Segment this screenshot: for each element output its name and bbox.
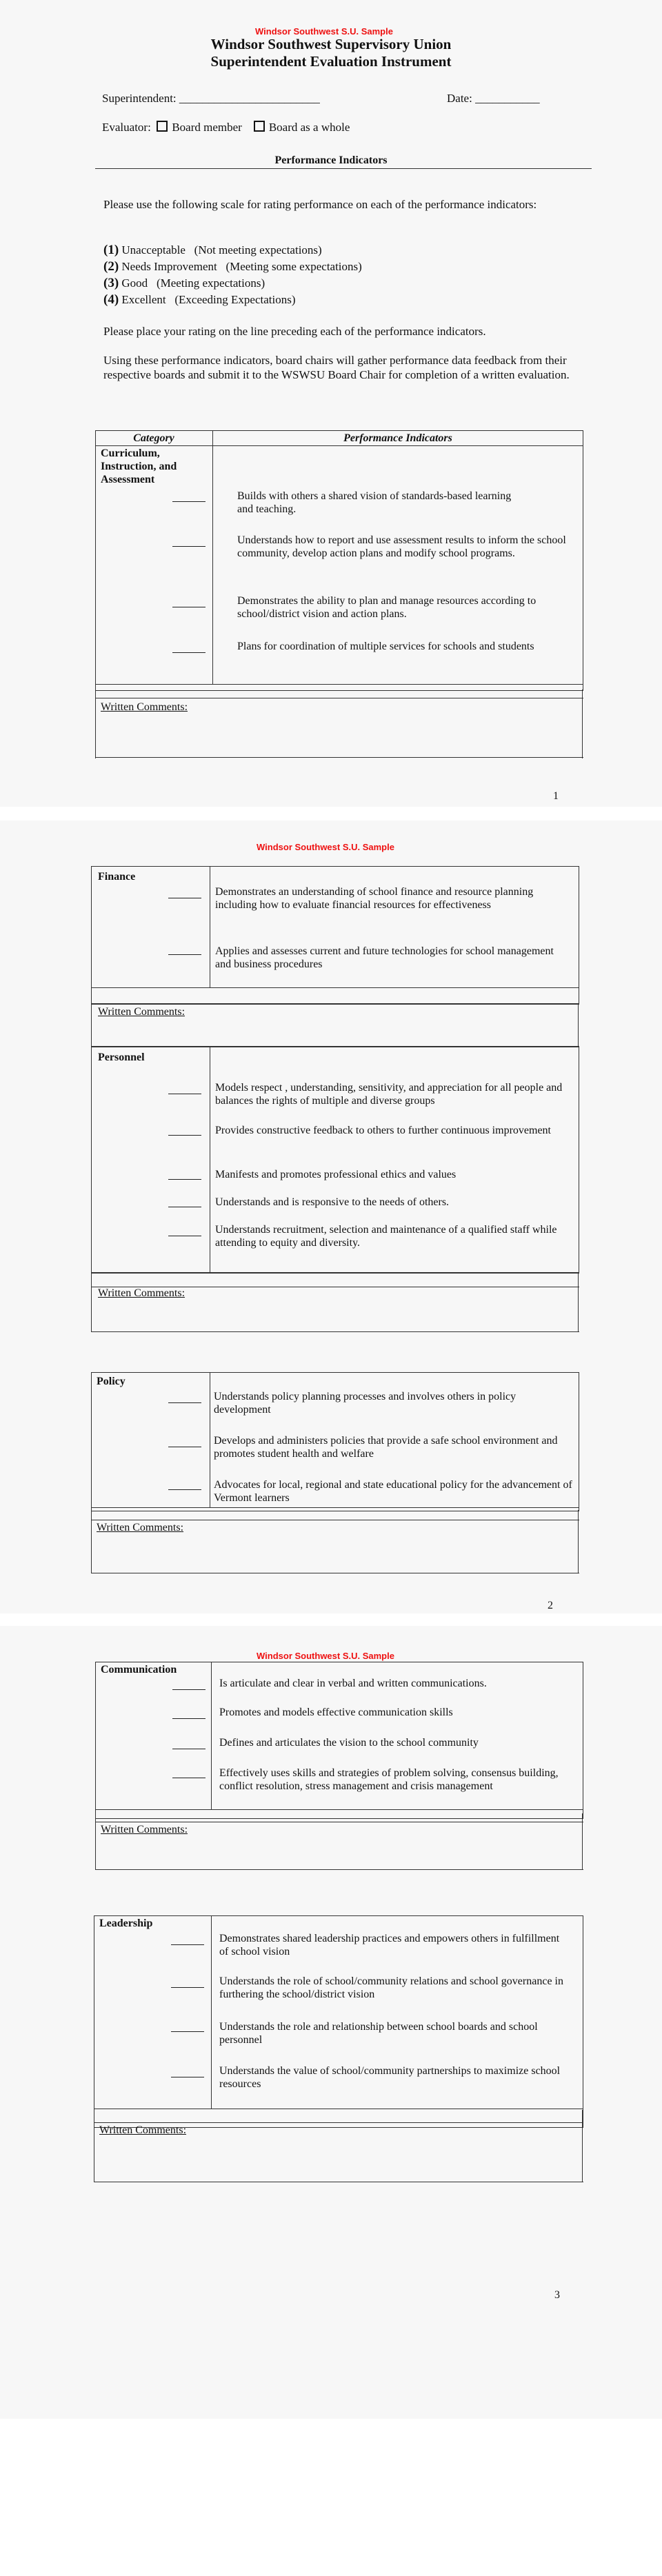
rating-line[interactable] xyxy=(172,1689,205,1690)
indicator-text: Promotes and models effective communication skills xyxy=(219,1707,453,1718)
rating-line[interactable] xyxy=(168,1489,201,1490)
scale-item-2 xyxy=(103,259,362,274)
indicator-text: Demonstrates shared leadership practices and empowers others in fulfillment of school vision xyxy=(219,1933,560,1958)
table-column-divider xyxy=(211,1662,212,1809)
written-comments-label: Written Comments: xyxy=(98,1006,185,1018)
indicator-text: Plans for coordination of multiple services for schools and students xyxy=(237,641,534,652)
table-rule xyxy=(91,1331,579,1332)
scale-item-3 xyxy=(103,276,265,290)
section-heading: Performance Indicators xyxy=(274,154,388,166)
scale-label: Good xyxy=(121,276,148,290)
scale-label: Unacceptable xyxy=(121,243,185,256)
scale-desc: (Meeting expectations) xyxy=(156,276,265,290)
indicator-text: Defines and articulates the vision to the school community xyxy=(219,1737,479,1749)
document-title: Windsor Southwest Supervisory Union xyxy=(210,36,452,52)
indicator-text: Understands the role of school/community relations and school governance in furthering the school/district vision xyxy=(219,1975,563,2000)
written-comments-label: Written Comments: xyxy=(101,1824,188,1835)
page-number: 1 xyxy=(553,790,559,802)
board-member-label: Board member xyxy=(172,121,242,134)
table-frame-right xyxy=(578,1273,579,1332)
usage-note: Using these performance indicators, board chairs will gather performance data feedback from their respective boards and submit it to the WSWSU Board Chair for completion of a written evaluation. xyxy=(103,354,570,381)
evaluator-label: Evaluator: xyxy=(102,121,151,134)
table-frame-right xyxy=(582,1813,583,1870)
board-member-checkbox[interactable] xyxy=(157,121,168,132)
table-frame-left xyxy=(95,1813,96,1870)
sample-watermark: Windsor Southwest S.U. Sample xyxy=(255,26,393,37)
rating-line[interactable] xyxy=(172,1718,205,1719)
table-frame-right xyxy=(578,1510,579,1573)
table-column-divider xyxy=(211,1915,212,2109)
indicators-header: Performance Indicators xyxy=(343,432,452,444)
table-frame-left xyxy=(91,1004,92,1047)
indicator-text: Understands the value of school/community partnerships to maximize school resources xyxy=(219,2065,561,2090)
table-frame-right xyxy=(582,2110,583,2182)
indicator-text: Advocates for local, regional and state educational policy for the advancement of Vermont learners xyxy=(214,1479,572,1504)
category-title: Curriculum, Instruction, and Assessment xyxy=(101,447,177,485)
board-whole-checkbox[interactable] xyxy=(254,121,265,132)
rating-line[interactable] xyxy=(172,546,205,547)
written-comments-label: Written Comments: xyxy=(99,2124,187,2136)
written-comments-label: Written Comments: xyxy=(101,701,188,713)
scale-desc: (Exceeding Expectations) xyxy=(174,293,296,306)
scale-desc: (Meeting some expectations) xyxy=(225,260,362,273)
scale-desc: (Not meeting expectations) xyxy=(194,243,322,256)
indicator-text: Develops and administers policies that provide a safe school environment and promotes student health and welfare xyxy=(214,1435,558,1460)
table-rule xyxy=(95,684,583,685)
indicator-text: Understands recruitment, selection and maintenance of a qualified staff while attending to equity and diversity. xyxy=(215,1224,557,1249)
category-title: Communication xyxy=(101,1664,177,1676)
evaluator-row xyxy=(102,120,350,134)
intro-text: Please use the following scale for rating performance on each of the performance indicators: xyxy=(103,198,537,211)
table-rule xyxy=(91,1004,579,1005)
indicator-text: Provides constructive feedback to others to further continuous improvement xyxy=(215,1125,551,1136)
category-title: Finance xyxy=(98,871,136,883)
indicator-text: Demonstrates an understanding of school finance and resource planning including how to evaluate financial resources for effectiveness xyxy=(215,886,534,911)
superintendent-field[interactable]: Superintendent: ________________________ xyxy=(102,92,320,105)
indicator-text: Understands the role and relationship between school boards and school personnel xyxy=(219,2021,538,2046)
table-column-divider xyxy=(212,430,213,684)
table-frame-right xyxy=(578,1004,579,1047)
scale-num: (3) xyxy=(103,276,119,290)
scale-item-4 xyxy=(103,292,295,307)
rating-line[interactable] xyxy=(172,501,205,502)
table-rule xyxy=(95,757,583,758)
written-comments-label: Written Comments: xyxy=(97,1522,184,1533)
table-rule xyxy=(95,1809,583,1810)
rating-line[interactable] xyxy=(171,1987,204,1988)
date-field[interactable]: Date: ___________ xyxy=(447,92,540,105)
category-title: Personnel xyxy=(98,1051,145,1063)
sample-watermark: Windsor Southwest S.U. Sample xyxy=(257,1651,394,1661)
scale-num: (1) xyxy=(103,243,119,257)
board-whole-label: Board as a whole xyxy=(268,121,350,134)
table-rule xyxy=(94,2122,583,2123)
indicator-text: Manifests and promotes professional ethics and values xyxy=(215,1169,457,1180)
table-rule xyxy=(91,1273,579,1274)
table-frame-right xyxy=(582,690,583,758)
indicator-text: Understands policy planning processes and involves others in policy development xyxy=(214,1391,516,1416)
written-comments-label: Written Comments: xyxy=(98,1287,185,1299)
indicator-text: Is articulate and clear in verbal and written communications. xyxy=(219,1678,487,1689)
category-title: Policy xyxy=(97,1376,126,1387)
document-subtitle: Superintendent Evaluation Instrument xyxy=(210,53,452,70)
rating-line[interactable] xyxy=(172,652,205,653)
table-rule xyxy=(95,1869,583,1870)
indicator-text: Effectively uses skills and strategies of problem solving, consensus building, conflict resolution, stress management and crisis management xyxy=(219,1767,559,1792)
scale-label: Excellent xyxy=(121,293,166,306)
table-header-rule xyxy=(95,445,583,446)
scale-item-1 xyxy=(103,243,322,257)
sample-watermark: Windsor Southwest S.U. Sample xyxy=(257,842,394,852)
rating-line[interactable] xyxy=(171,2031,204,2032)
indicator-text: Demonstrates the ability to plan and manage resources according to school/district vision and action plans. xyxy=(237,595,536,620)
category-header: Category xyxy=(133,432,174,444)
indicator-text: Applies and assesses current and future technologies for school management and business procedures xyxy=(215,945,554,970)
rating-line[interactable] xyxy=(168,1179,201,1180)
heading-rule xyxy=(95,168,592,169)
indicator-text: Models respect , understanding, sensitivity, and appreciation for all people and balances the rights of multiple and diverse groups xyxy=(215,1082,563,1107)
table-frame-left xyxy=(95,690,96,758)
category-title: Leadership xyxy=(99,1918,153,1929)
table-rule xyxy=(91,987,579,988)
table-frame-left xyxy=(91,1510,92,1573)
scale-label: Needs Improvement xyxy=(121,260,217,273)
table-frame-left xyxy=(91,1273,92,1332)
rating-line[interactable] xyxy=(168,1135,201,1136)
indicator-text: Builds with others a shared vision of standards-based learning and teaching. xyxy=(237,490,512,515)
rating-line[interactable] xyxy=(168,1402,201,1403)
scale-num: (2) xyxy=(103,259,119,274)
scale-num: (4) xyxy=(103,292,119,307)
page-number: 2 xyxy=(548,1600,553,1611)
page-number: 3 xyxy=(554,2289,560,2301)
table-rule xyxy=(91,1507,579,1508)
rating-line[interactable] xyxy=(171,1944,204,1945)
indicator-text: Understands and is responsive to the needs of others. xyxy=(215,1196,450,1208)
indicator-text: Understands how to report and use assessment results to inform the school community, develop action plans and modify school programs. xyxy=(237,534,566,559)
rating-note: Please place your rating on the line preceding each of the performance indicators. xyxy=(103,325,486,338)
rating-line[interactable] xyxy=(168,954,201,955)
